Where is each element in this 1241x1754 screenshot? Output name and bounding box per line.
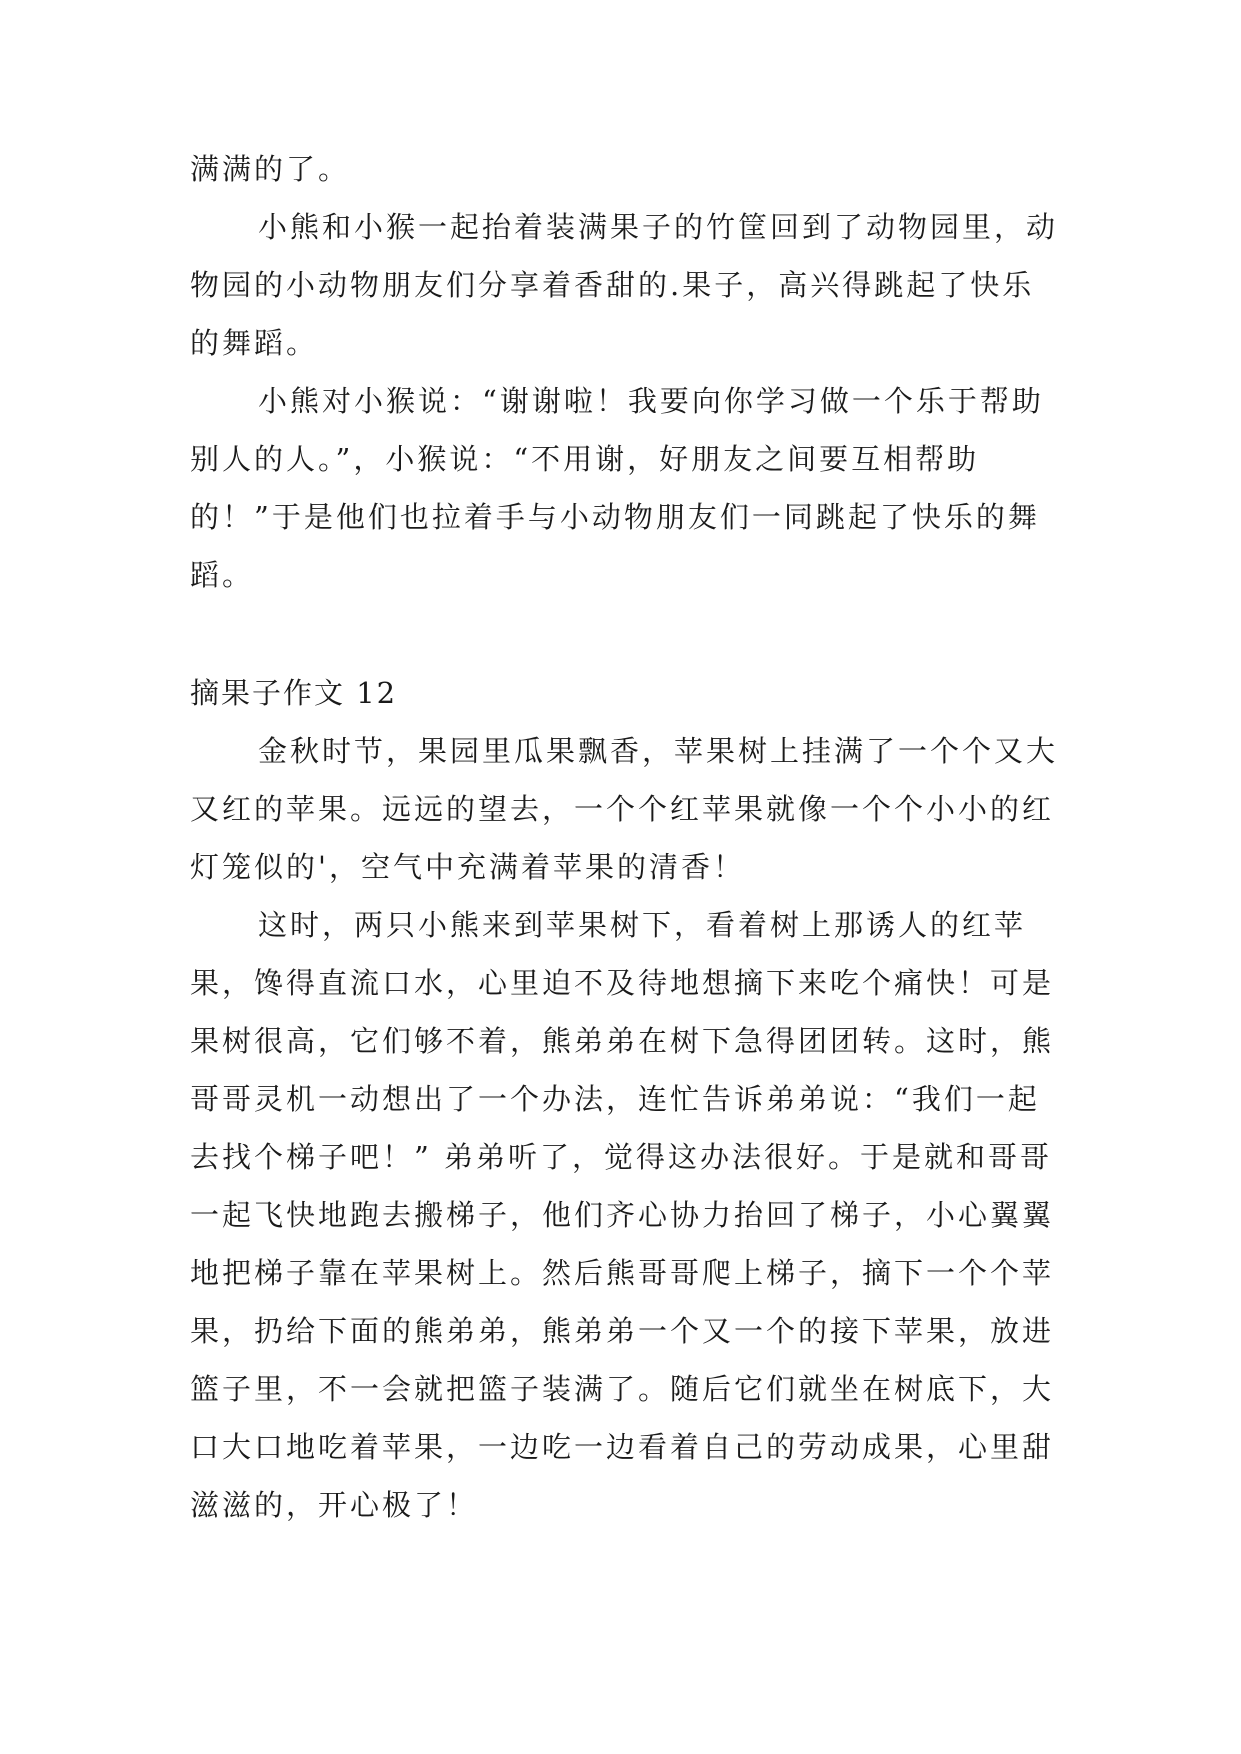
paragraph-autumn-orchard: 金秋时节，果园里瓜果飘香，苹果树上挂满了一个个又大又红的苹果。远远的望去，一个个红苹果就像一个个小小的红灯笼似的'，空气中充满着苹果的清香！ xyxy=(190,734,1059,884)
paragraph-thanks-dialogue: 小熊对小猴说：“谢谢啦！我要向你学习做一个乐于帮助别人的人。”，小猴说：“不用谢，好朋友之间要互相帮助的！”于是他们也拉着手与小动物朋友们一同跳起了快乐的舞蹈。 xyxy=(190,384,1044,592)
paragraph-continuation: 满满的了。 xyxy=(190,152,351,186)
paragraph-return-to-zoo: 小熊和小猴一起抬着装满果子的竹筐回到了动物园里，动物园的小动物朋友们分享着香甜的.果子，高兴得跳起了快乐的舞蹈。 xyxy=(190,210,1059,360)
paragraph-bears-picking-apples: 这时，两只小熊来到苹果树下，看着树上那诱人的红苹果，馋得直流口水，心里迫不及待地想摘下来吃个痛快！可是果树很高，它们够不着，熊弟弟在树下急得团团转。这时，熊哥哥灵机一动想出了一个办法，连忙告诉弟弟说：“我们一起去找个梯子吧！” 弟弟听了，觉得这办法很好。于是就和哥哥一起飞快地跑去搬梯子，他们齐心协力抬回了梯子，小心翼翼地把梯子靠在苹果树上。然后熊哥哥爬上梯子，摘下一个个苹果，扔给下面的熊弟弟，熊弟弟一个又一个的接下苹果，放进篮子里，不一会就把篮子装满了。随后它们就坐在树底下，大口大口地吃着苹果，一边吃一边看着自己的劳动成果，心里甜滋滋的，开心极了！ xyxy=(190,908,1055,1522)
section-title: 摘果子作文 12 xyxy=(190,676,398,710)
